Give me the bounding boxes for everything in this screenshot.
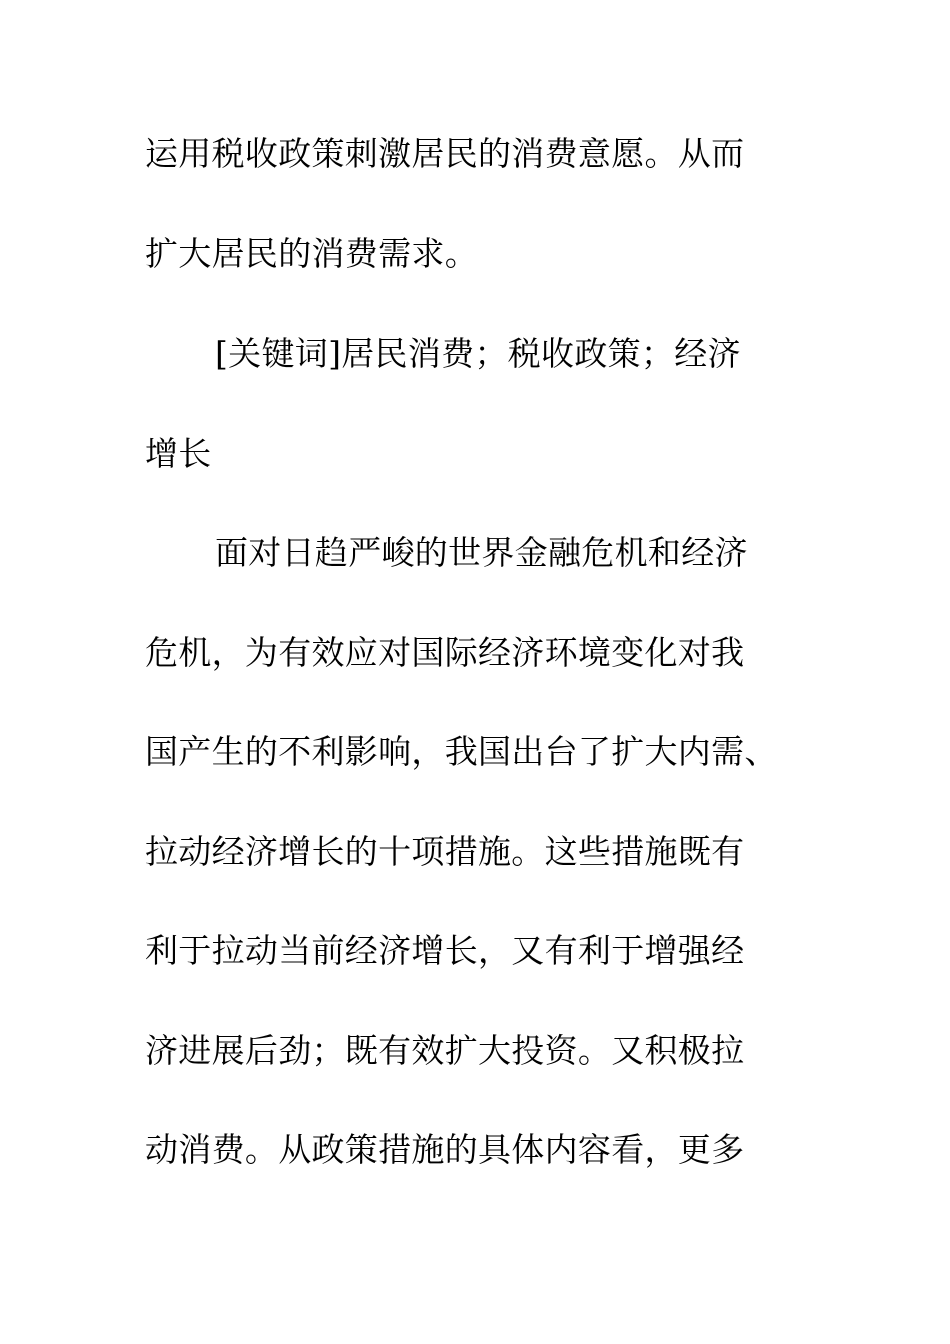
text-line-6: 危机，为有效应对国际经济环境变化对我 xyxy=(145,633,745,672)
keywords-line: [关键词]居民消费；税收政策；经济 xyxy=(215,334,741,373)
text-line-1: 运用税收政策刺激居民的消费意愿。从而 xyxy=(145,134,745,173)
text-line-10: 济进展后劲；既有效扩大投资。又积极拉 xyxy=(145,1031,745,1070)
text-line-4: 增长 xyxy=(145,434,212,473)
text-line-7: 国产生的不利影响，我国出台了扩大内需、 xyxy=(145,732,778,771)
text-line-11: 动消费。从政策措施的具体内容看，更多 xyxy=(145,1130,745,1169)
text-line-8: 拉动经济增长的十项措施。这些措施既有 xyxy=(145,832,745,871)
paragraph-start-line: 面对日趋严峻的世界金融危机和经济 xyxy=(215,533,748,572)
text-line-2: 扩大居民的消费需求。 xyxy=(145,234,478,273)
text-line-9: 利于拉动当前经济增长，又有利于增强经 xyxy=(145,931,745,970)
